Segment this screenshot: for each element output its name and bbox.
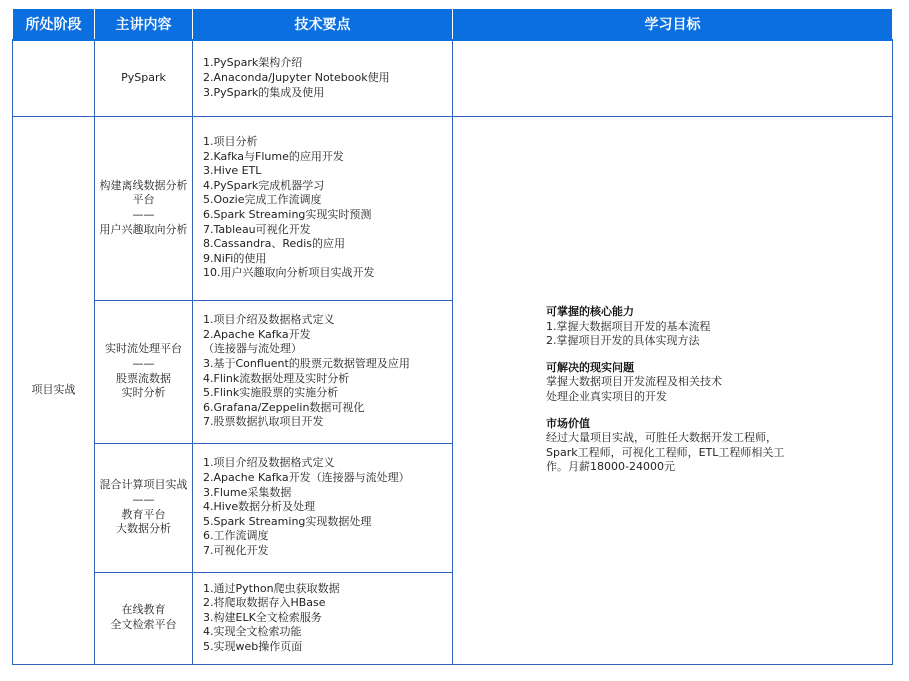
point-item: 7.股票数据扒取项目开发 (203, 415, 324, 429)
content-line: —— (132, 492, 155, 506)
content-line: —— (132, 356, 155, 370)
table-row-pyspark (13, 40, 893, 116)
goal-item: 1.掌握大数据项目开发的基本流程 (546, 319, 711, 333)
goal-market (546, 417, 802, 475)
stage-cell-empty (13, 40, 95, 116)
header-goals: 学习目标 (453, 9, 893, 41)
header-points: 技术要点 (193, 9, 453, 41)
point-item: 4.Flink流数据处理及实时分析 (203, 371, 350, 385)
content-line: 实时分析 (121, 386, 166, 400)
point-item: 8.Cassandra、Redis的应用 (203, 237, 346, 251)
point-item: 1.项目介绍及数据格式定义 (203, 313, 335, 327)
content-line: 在线教育 (121, 603, 166, 617)
points-cell-project-3 (193, 443, 453, 572)
point-item: 3.基于Confluent的股票元数据管理及应用 (203, 356, 410, 370)
point-item: 6.Grafana/Zeppelin数据可视化 (203, 400, 365, 414)
point-item: 4.Hive数据分析及处理 (203, 500, 316, 514)
header-stage: 所处阶段 (13, 9, 95, 41)
content-cell-project-1 (95, 116, 193, 300)
point-item: 2.将爬取数据存入HBase (203, 596, 326, 610)
content-line: 平台 (132, 193, 155, 207)
goal-core-heading: 可掌握的核心能力 (546, 305, 634, 319)
content-line: —— (132, 208, 155, 221)
point-item: 5.实现web操作页面 (203, 639, 303, 653)
points-cell-pyspark (193, 40, 453, 116)
point-item: 7.Tableau可视化开发 (203, 222, 311, 236)
content-line: 混合计算项目实战 (99, 478, 188, 492)
curriculum-sheet (12, 8, 892, 665)
point-item: 5.Flink实施股票的实施分析 (203, 386, 339, 400)
stage-cell-project: 项目实战 (13, 116, 95, 664)
point-item: 5.Oozie完成工作流调度 (203, 193, 322, 207)
content-cell-project-4 (95, 572, 193, 664)
header-row (13, 9, 893, 41)
content-line: 股票流数据 (116, 371, 171, 385)
point-item: 3.PySpark的集成及使用 (203, 85, 325, 99)
goals-cell-empty (453, 40, 893, 116)
goals-cell-project (453, 116, 893, 664)
point-item: 2.Kafka与Flume的应用开发 (203, 149, 344, 163)
points-cell-project-2 (193, 300, 453, 443)
content-line: 全文检索平台 (110, 618, 177, 631)
point-item: 7.可视化开发 (203, 543, 269, 557)
point-item: 4.实现全文检索功能 (203, 625, 302, 639)
content-line: 构建离线数据分析 (99, 178, 188, 192)
point-item: 6.Spark Streaming实现实时预测 (203, 208, 372, 221)
point-item: 3.构建ELK全文检索服务 (203, 610, 322, 624)
content-cell-project-2 (95, 300, 193, 443)
goal-item: 处理企业真实项目的开发 (546, 390, 667, 403)
point-item: 2.Apache Kafka开发 (203, 327, 311, 341)
point-item: 1.项目分析 (203, 135, 258, 149)
point-item: 3.Hive ETL (203, 164, 262, 178)
point-item: 2.Apache Kafka开发（连接器与流处理） (203, 471, 410, 485)
goal-item: 2.掌握项目开发的具体实现方法 (546, 334, 700, 348)
point-item: 3.Flume采集数据 (203, 485, 292, 499)
content-line: 实时流处理平台 (105, 342, 182, 356)
point-item: 5.Spark Streaming实现数据处理 (203, 514, 372, 528)
point-item: （连接器与流处理） (203, 342, 302, 356)
goal-market-text: 经过大量项目实战，可胜任大数据开发工程师，Spark工程师，可视化工程师，ETL工程师相关工作。月薪18000-24000元 (546, 431, 785, 474)
points-cell-project-1 (193, 116, 453, 300)
point-item: 9.NiFi的使用 (203, 251, 267, 265)
header-content: 主讲内容 (95, 9, 193, 41)
point-item: 1.PySpark架构介绍 (203, 56, 303, 70)
goal-problems-heading: 可解决的现实问题 (546, 360, 634, 374)
content-cell-pyspark: PySpark (95, 40, 193, 116)
goal-core (546, 305, 802, 349)
points-cell-project-4 (193, 572, 453, 664)
curriculum-table (12, 8, 893, 665)
goal-item: 掌握大数据项目开发流程及相关技术 (546, 375, 722, 389)
content-line: 教育平台 (121, 507, 166, 521)
point-item: 2.Anaconda/Jupyter Notebook使用 (203, 70, 390, 84)
point-item: 1.项目介绍及数据格式定义 (203, 456, 335, 470)
content-line: 大数据分析 (116, 522, 171, 536)
point-item: 1.通过Python爬虫获取数据 (203, 581, 340, 595)
point-item: 10.用户兴趣取向分析项目实战开发 (203, 266, 375, 280)
point-item: 6.工作流调度 (203, 529, 269, 543)
table-row-project-1 (13, 116, 893, 300)
content-cell-project-3 (95, 443, 193, 572)
point-item: 4.PySpark完成机器学习 (203, 178, 325, 192)
goal-market-heading: 市场价值 (546, 416, 590, 430)
goal-problems (546, 361, 802, 405)
content-line: 用户兴趣取向分析 (99, 222, 188, 236)
